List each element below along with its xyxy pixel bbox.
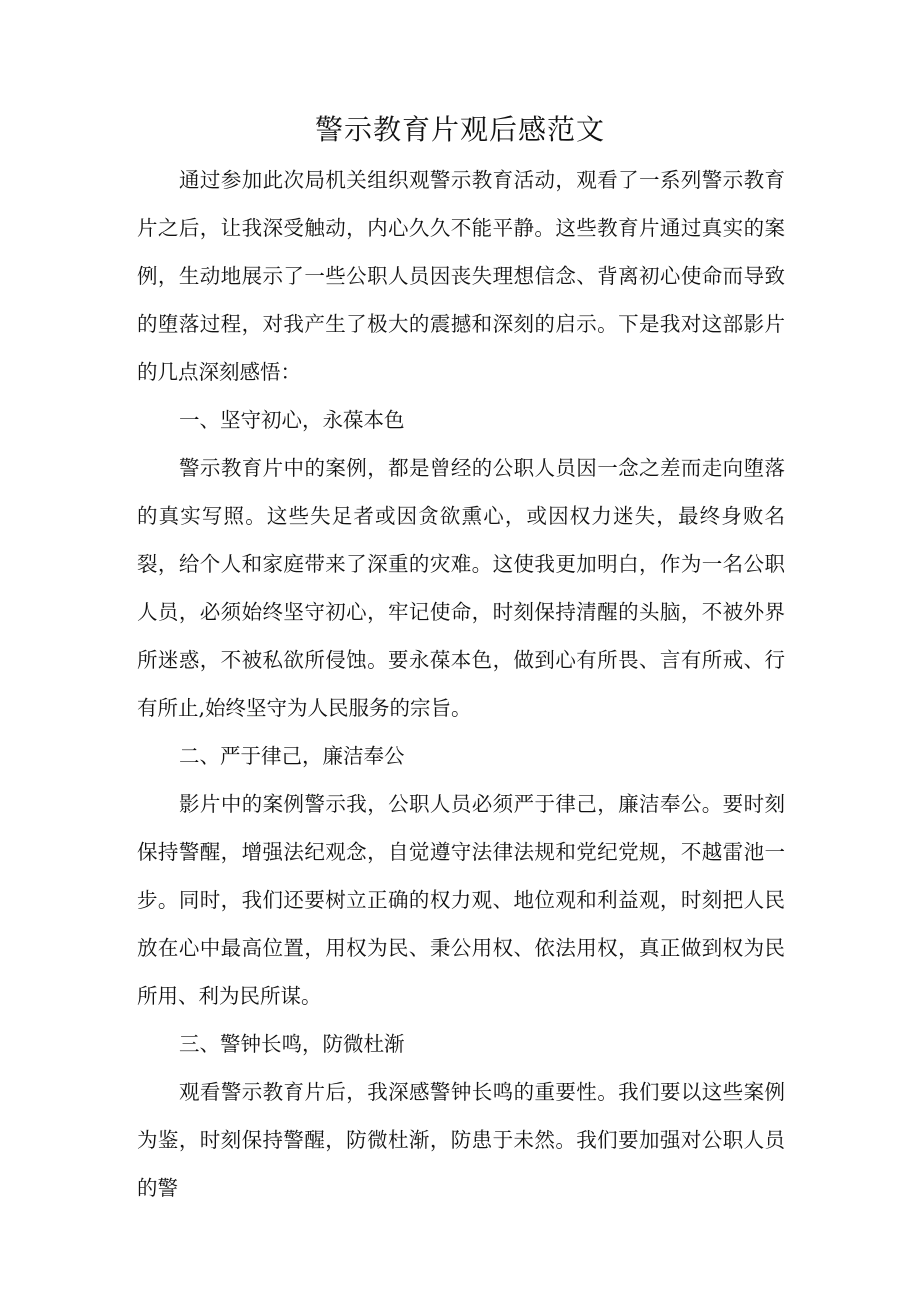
section-heading-3: 三、警钟长鸣，防微杜渐 [179, 1032, 405, 1056]
section-paragraph-2: 影片中的案例警示我，公职人员必须严于律己，廉洁奉公。要时刻保持警醒，增强法纪观念，自觉遵守法律法规和党纪党规，不越雷池一步。同时，我们还要树立正确的权力观、地位观和利益观，时刻把人民放在心中最高位置，用权为民、秉公用权、依法用权，真正做到权为民所用、利为民所谋。 [137, 792, 785, 1008]
document-body [137, 156, 785, 1212]
section-heading-2: 二、严于律己，廉洁奉公 [179, 744, 405, 768]
section-paragraph-1: 警示教育片中的案例，都是曾经的公职人员因一念之差而走向堕落的真实写照。这些失足者或因贪欲熏心，或因权力迷失，最终身败名裂，给个人和家庭带来了深重的灾难。这使我更加明白，作为一名公职人员，必须始终坚守初心，牢记使命，时刻保持清醒的头脑，不被外界所迷惑，不被私欲所侵蚀。要永葆本色，做到心有所畏、言有所戒、行有所止,始终坚守为人民服务的宗旨。 [137, 456, 785, 720]
section-heading-1: 一、坚守初心，永葆本色 [179, 408, 405, 432]
document-title: 警示教育片观后感范文 [314, 113, 605, 146]
section-paragraph-3: 观看警示教育片后，我深感警钟长鸣的重要性。我们要以这些案例为鉴，时刻保持警醒，防微杜渐，防患于未然。我们要加强对公职人员的警 [137, 1080, 785, 1200]
intro-paragraph: 通过参加此次局机关组织观警示教育活动，观看了一系列警示教育片之后，让我深受触动，内心久久不能平静。这些教育片通过真实的案例，生动地展示了一些公职人员因丧失理想信念、背离初心使命而导致的堕落过程，对我产生了极大的震撼和深刻的启示。下是我对这部影片的几点深刻感悟： [137, 168, 785, 384]
